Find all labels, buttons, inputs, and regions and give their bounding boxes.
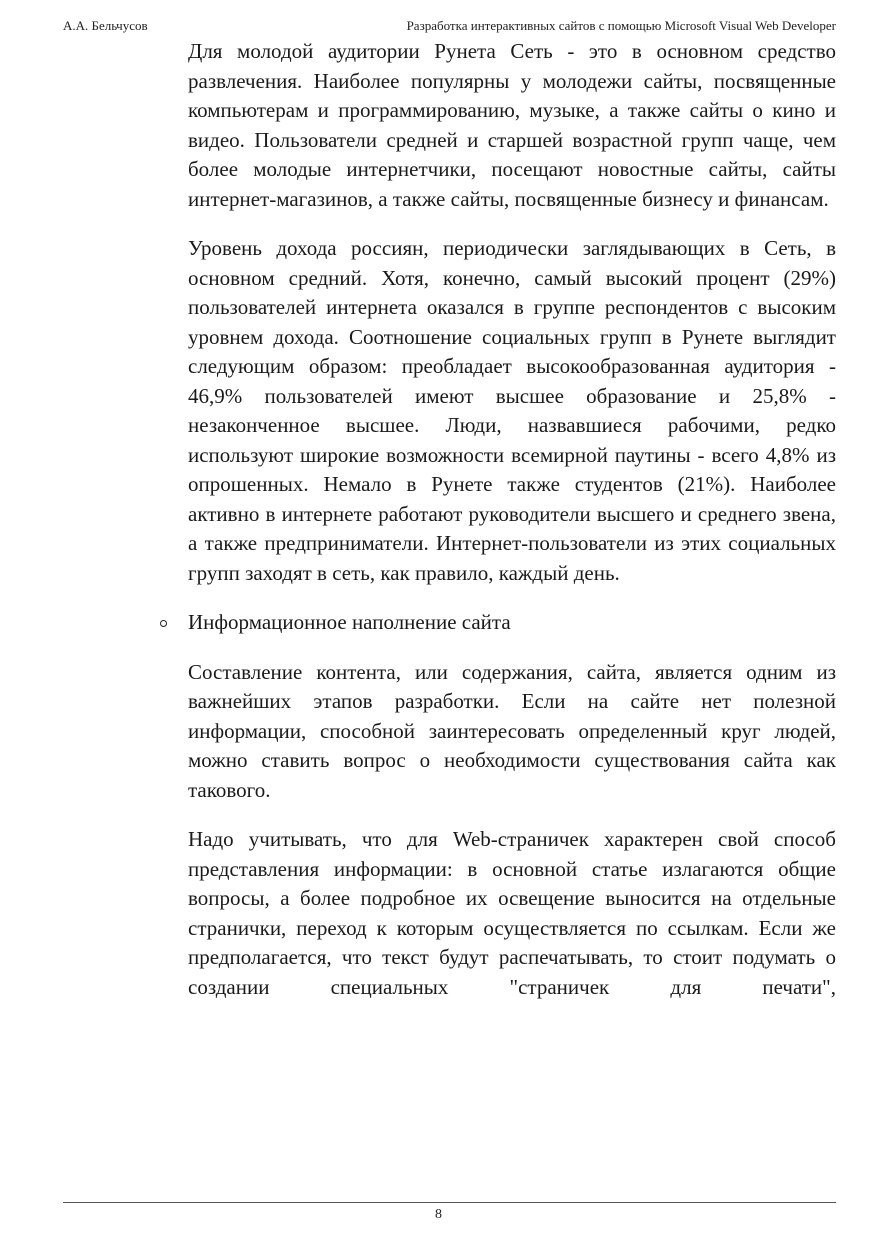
header-title: Разработка интерактивных сайтов с помощью Microsoft Visual Web Developer — [406, 18, 836, 33]
page-number: 8 — [435, 1207, 442, 1222]
paragraph-income-level: Уровень дохода россиян, периодически заглядывающих в Сеть, в основном средний. Хотя, конечно, самый высокий процент (29%) пользователей интернета оказался в группе респондентов с высоким уровнем дохода. Соотношение социальных групп в Рунете выглядит следующим образом: преобладает высокообразованная аудитория - 46,9% пользователей имеют высшее образование и 25,8% - незаконченное высшее. Люди, назвавшиеся рабочими, редко используют широкие возможности всемирной паутины - всего 4,8% из опрошенных. Немало в Рунете также студентов (21%). Наиболее активно в интернете работают руководители высшего и среднего звена, а также предприниматели. Интернет-пользователи из этих социальных групп заходят в сеть, как правило, каждый день. — [188, 236, 836, 585]
bullet-circle-icon — [160, 620, 167, 627]
page-header — [63, 16, 836, 36]
bullet-item-content-section — [188, 608, 836, 638]
bullet-heading: Информационное наполнение сайта — [188, 610, 511, 634]
paragraph-audience-interests: Для молодой аудитории Рунета Сеть - это в основном средство развлечения. Наиболее популярны у молодежи сайты, посвященные компьютерам и программированию, музыке, а также сайты о кино и видео. Пользователи средней и старшей возрастной групп чаще, чем более молодые интернетчики, посещают новостные сайты, сайты интернет-магазинов, а также сайты, посвященные бизнесу и финансам. — [188, 39, 836, 211]
page-content — [188, 37, 836, 1022]
footer-divider — [63, 1202, 836, 1203]
header-author: А.А. Бельчусов — [63, 18, 148, 33]
paragraph-web-presentation: Надо учитывать, что для Web-страничек характерен свой способ представления информации: в основной статье излагаются общие вопросы, а более подробное их освещение выносится на отдельные странички, переход к которым осуществляется по ссылкам. Если же предполагается, что текст будут распечатывать, то стоит подумать о создании специальных "страничек для печати", — [188, 827, 836, 999]
paragraph-content-creation: Составление контента, или содержания, сайта, является одним из важнейших этапов разработки. Если на сайте нет полезной информации, способной заинтересовать определенный круг людей, можно ставить вопрос о необходимости существования сайта как такового. — [188, 659, 836, 802]
